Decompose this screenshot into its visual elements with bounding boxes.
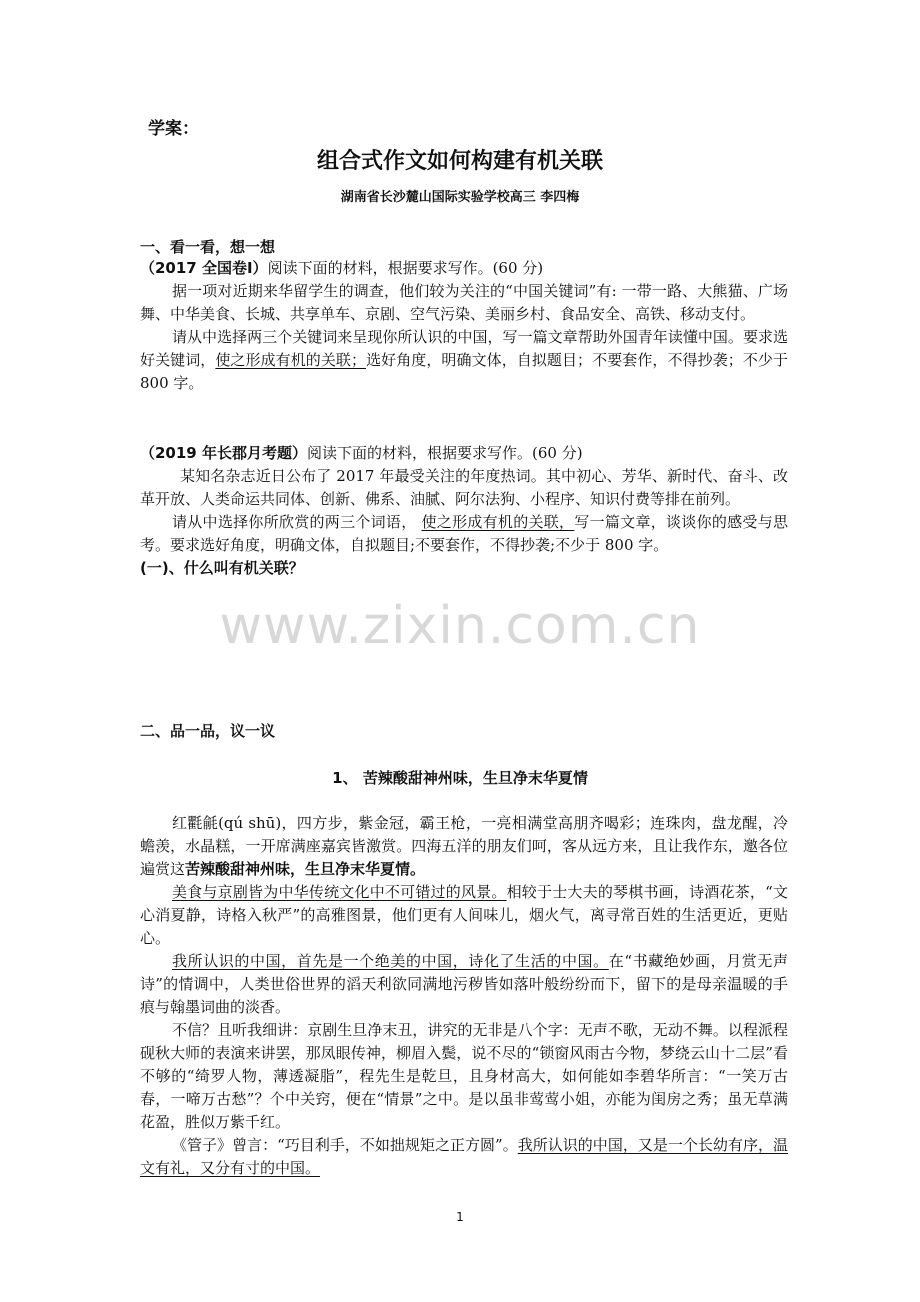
essay-para-1: 红氍毹(qú shū)，四方步，紫金冠，霸王枪，一亮相满堂高朋齐喝彩；连珠肉，盘龙醒，冷蟾羡，水晶糕，一开席满座嘉宾皆激赏。四海五洋的朋友们呵，客从远方来，且让我作东，邀各位遍赏这苦辣酸甜神州味，生旦净末华夏情。: [140, 814, 788, 878]
q2-material: 某知名杂志近日公布了 2017 年最受关注的年度热词。其中初心、芳华、新时代、奋斗、改革开放、人类命运共同体、创新、佛系、油腻、阿尔法狗、小程序、知识付费等排在前列。: [140, 467, 788, 508]
essay-para-5: 《管子》曾言：“巧目利手，不如拙规矩之正方圆”。我所认识的中国，又是一个长幼有序，温文有礼，又分有寸的中国。: [140, 1136, 788, 1177]
q1-material: 据一项对近期来华留学生的调查，他们较为关注的“中国关键词”有: 一带一路、大熊猫、广场舞、中华美食、长城、共享单车、京剧、空气污染、美丽乡村、食品安全、高铁、移动支付。: [140, 282, 788, 323]
author-line: 湖南省长沙麓山国际实验学校高三 李四梅: [340, 190, 580, 205]
q2-requirement: 请从中选择你所欣赏的两三个词语， 使之形成有机的关联，写一篇文章，谈谈你的感受与思考。要求选好角度，明确文体，自拟题目;不要套作，不得抄袭;不少于 800 字。: [140, 513, 788, 554]
q1-tag: （2017 全国卷Ⅰ）: [140, 259, 268, 277]
doc-title: 组合式作文如何构建有机关联: [316, 149, 603, 174]
label-xuean: 学案：: [148, 119, 199, 139]
section1-heading: 一、看一看，想一想: [140, 238, 276, 256]
essay-title: 1、 苦辣酸甜神州味，生旦净末华夏情: [332, 769, 588, 787]
watermark: www.zixin.com.cn: [219, 596, 701, 656]
essay-para-3: 我所认识的中国，首先是一个绝美的中国，诗化了生活的中国。在“书藏绝妙画，月赏无声诗”的情调中，人类世俗世界的滔天利欲同满地污秽皆如落叶般纷纷而下，留下的是母亲温暖的手痕与翰墨词曲的淡香。: [140, 952, 788, 1016]
q2-intro: 阅读下面的材料，根据要求写作。(60 分): [306, 444, 583, 462]
question-1: [140, 257, 788, 395]
question-2: [140, 442, 788, 580]
q1-intro: 阅读下面的材料，根据要求写作。(60 分): [267, 259, 544, 277]
sub-question: (一)、什么叫有机关联？: [140, 559, 304, 577]
essay-para-4: 不信？且听我细讲：京剧生旦净末丑，讲究的无非是八个字：无声不歌，无动不舞。以程派程砚秋大师的表演来讲罢，那凤眼传神，柳眉入鬓，说不尽的“锁窗风雨古今物，梦绕云山十二层”看不够的“绮罗人物，薄透凝脂”，程先生是乾旦，且身材高大，如何能如李碧华所言：“一笑万古春，一啼万古愁”？个中关窍，便在“情景”之中。是以虽非莺莺小姐，亦能为闺房之秀；虽无草满花盈，胜似万紫千红。: [140, 1021, 788, 1131]
section2-heading: 二、品一品，议一议: [140, 722, 276, 740]
page-number: 1: [456, 1210, 464, 1224]
essay-para-2: 美食与京剧皆为中华传统文化中不可错过的风景。相较于士大夫的琴棋书画，诗酒花茶，“文心消夏静，诗格入秋严”的高雅图景，他们更有人间味儿，烟火气，离寻常百姓的生活更近，更贴心。: [140, 883, 788, 947]
essay-body: [140, 812, 788, 1180]
q1-requirement: 请从中选择两三个关键词来呈现你所认识的中国，写一篇文章帮助外国青年读懂中国。要求选好关键词，使之形成有机的关联；选好角度，明确文体，自拟题目；不要套作，不得抄袭；不少于 800 字。: [140, 328, 788, 392]
q2-tag: （2019 年长郡月考题）: [140, 444, 307, 462]
